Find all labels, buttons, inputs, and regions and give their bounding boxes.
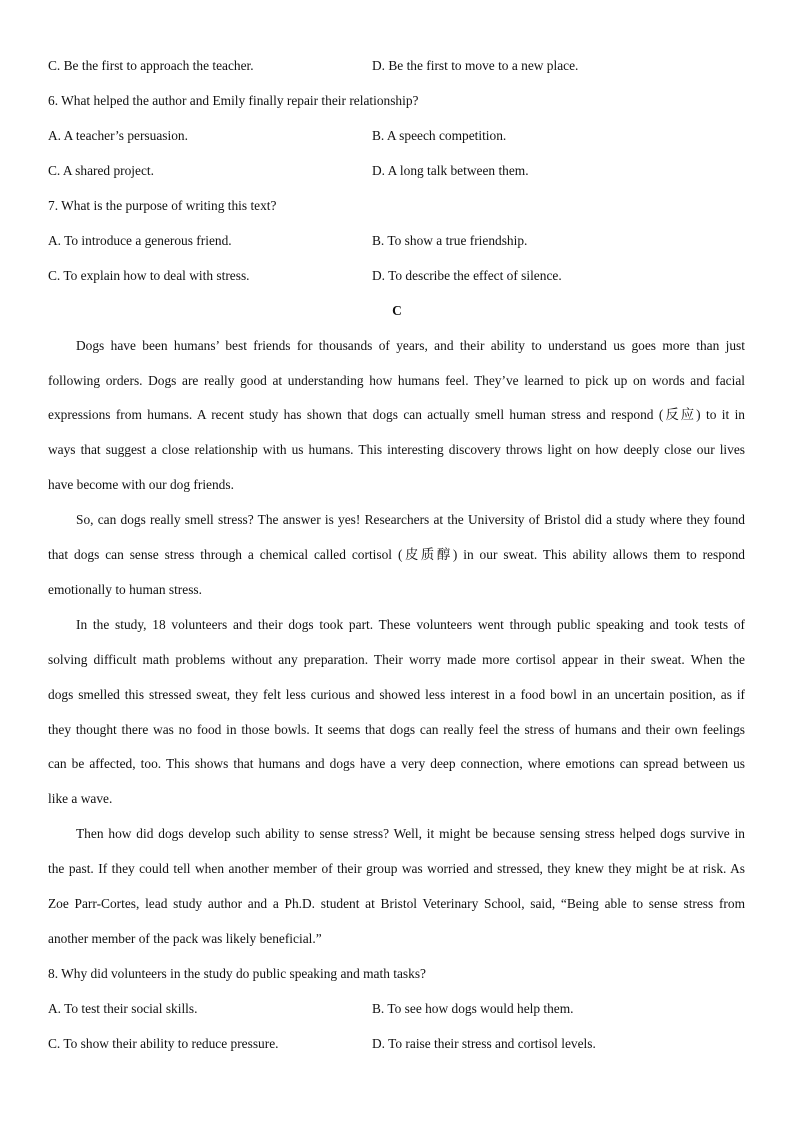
passage-line: emotionally to human stress. [48,582,202,597]
q6-options-row-ab [48,127,748,145]
passage-line: following orders. Dogs are really good at understanding how humans feel. They’ve learned to pick up on words and facial [48,373,745,388]
q5-options-row-cd [48,57,748,75]
q7-question: 7. What is the purpose of writing this text? [48,198,277,213]
q7-options-row-ab [48,232,748,250]
passage-line: another member of the pack was likely beneficial.” [48,931,322,946]
passage-line: the past. If they could tell when another member of their group was worried and stressed, they knew they might be at risk. As [48,861,745,876]
passage-line: So, can dogs really smell stress? The answer is yes! Researchers at the University of Bristol did a study where they found [76,512,745,527]
q6-option-a[interactable]: A. A teacher’s persuasion. [48,128,188,143]
q8-option-c[interactable]: C. To show their ability to reduce pressure. [48,1036,279,1051]
q8-question: 8. Why did volunteers in the study do public speaking and math tasks? [48,966,426,981]
q7-option-d[interactable]: D. To describe the effect of silence. [372,268,562,283]
q8-option-d[interactable]: D. To raise their stress and cortisol levels. [372,1036,596,1051]
passage-line: they thought there was no food in those bowls. It seems that dogs can really feel the stress of humans and their own feelings [48,722,745,737]
passage-line: Then how did dogs develop such ability to sense stress? Well, it might be because sensing stress helped dogs survive in [76,826,745,841]
q8-option-b[interactable]: B. To see how dogs would help them. [372,1001,574,1016]
passage-line: ways that suggest a close relationship with us humans. This interesting discovery throws light on how deeply close our lives [48,442,745,457]
passage-line: expressions from humans. A recent study has shown that dogs can actually smell human stress and respond (反应) to it in [48,407,745,422]
q6-option-b[interactable]: B. A speech competition. [372,128,507,143]
passage-line: can be affected, too. This shows that humans and dogs have a very deep connection, where emotions can spread between us [48,756,745,771]
passage-line: have become with our dog friends. [48,477,234,492]
q6-option-d[interactable]: D. A long talk between them. [372,163,529,178]
q7-options-row-cd [48,267,748,285]
q7-option-c[interactable]: C. To explain how to deal with stress. [48,268,250,283]
q5-option-d[interactable]: D. Be the first to move to a new place. [372,58,579,73]
q6-option-c[interactable]: C. A shared project. [48,163,154,178]
section-heading: C [392,303,402,318]
passage-line: dogs smelled this stressed sweat, they felt less curious and showed less interest in a food bowl in an uncertain position, as if [48,687,745,702]
q7-option-a[interactable]: A. To introduce a generous friend. [48,233,232,248]
passage-line: like a wave. [48,791,113,806]
q8-options-row-cd [48,1035,748,1053]
q5-option-c[interactable]: C. Be the first to approach the teacher. [48,58,254,73]
passage-line: Dogs have been humans’ best friends for thousands of years, and their ability to understand us goes more than just [76,338,745,353]
passage-line: solving difficult math problems without any preparation. Their worry made more cortisol appear in their sweat. When the [48,652,745,667]
q6-question: 6. What helped the author and Emily finally repair their relationship? [48,93,419,108]
q8-option-a[interactable]: A. To test their social skills. [48,1001,198,1016]
passage-line: that dogs can sense stress through a chemical called cortisol (皮质醇) in our sweat. This ability allows them to respond [48,547,745,562]
q7-option-b[interactable]: B. To show a true friendship. [372,233,528,248]
passage-line: In the study, 18 volunteers and their dogs took part. These volunteers went through public speaking and took tests of [76,617,745,632]
q6-options-row-cd [48,162,748,180]
passage-line: Zoe Parr-Cortes, lead study author and a Ph.D. student at Bristol Veterinary School, said, “Being able to sense stress from [48,896,745,911]
q8-options-row-ab [48,1000,748,1018]
